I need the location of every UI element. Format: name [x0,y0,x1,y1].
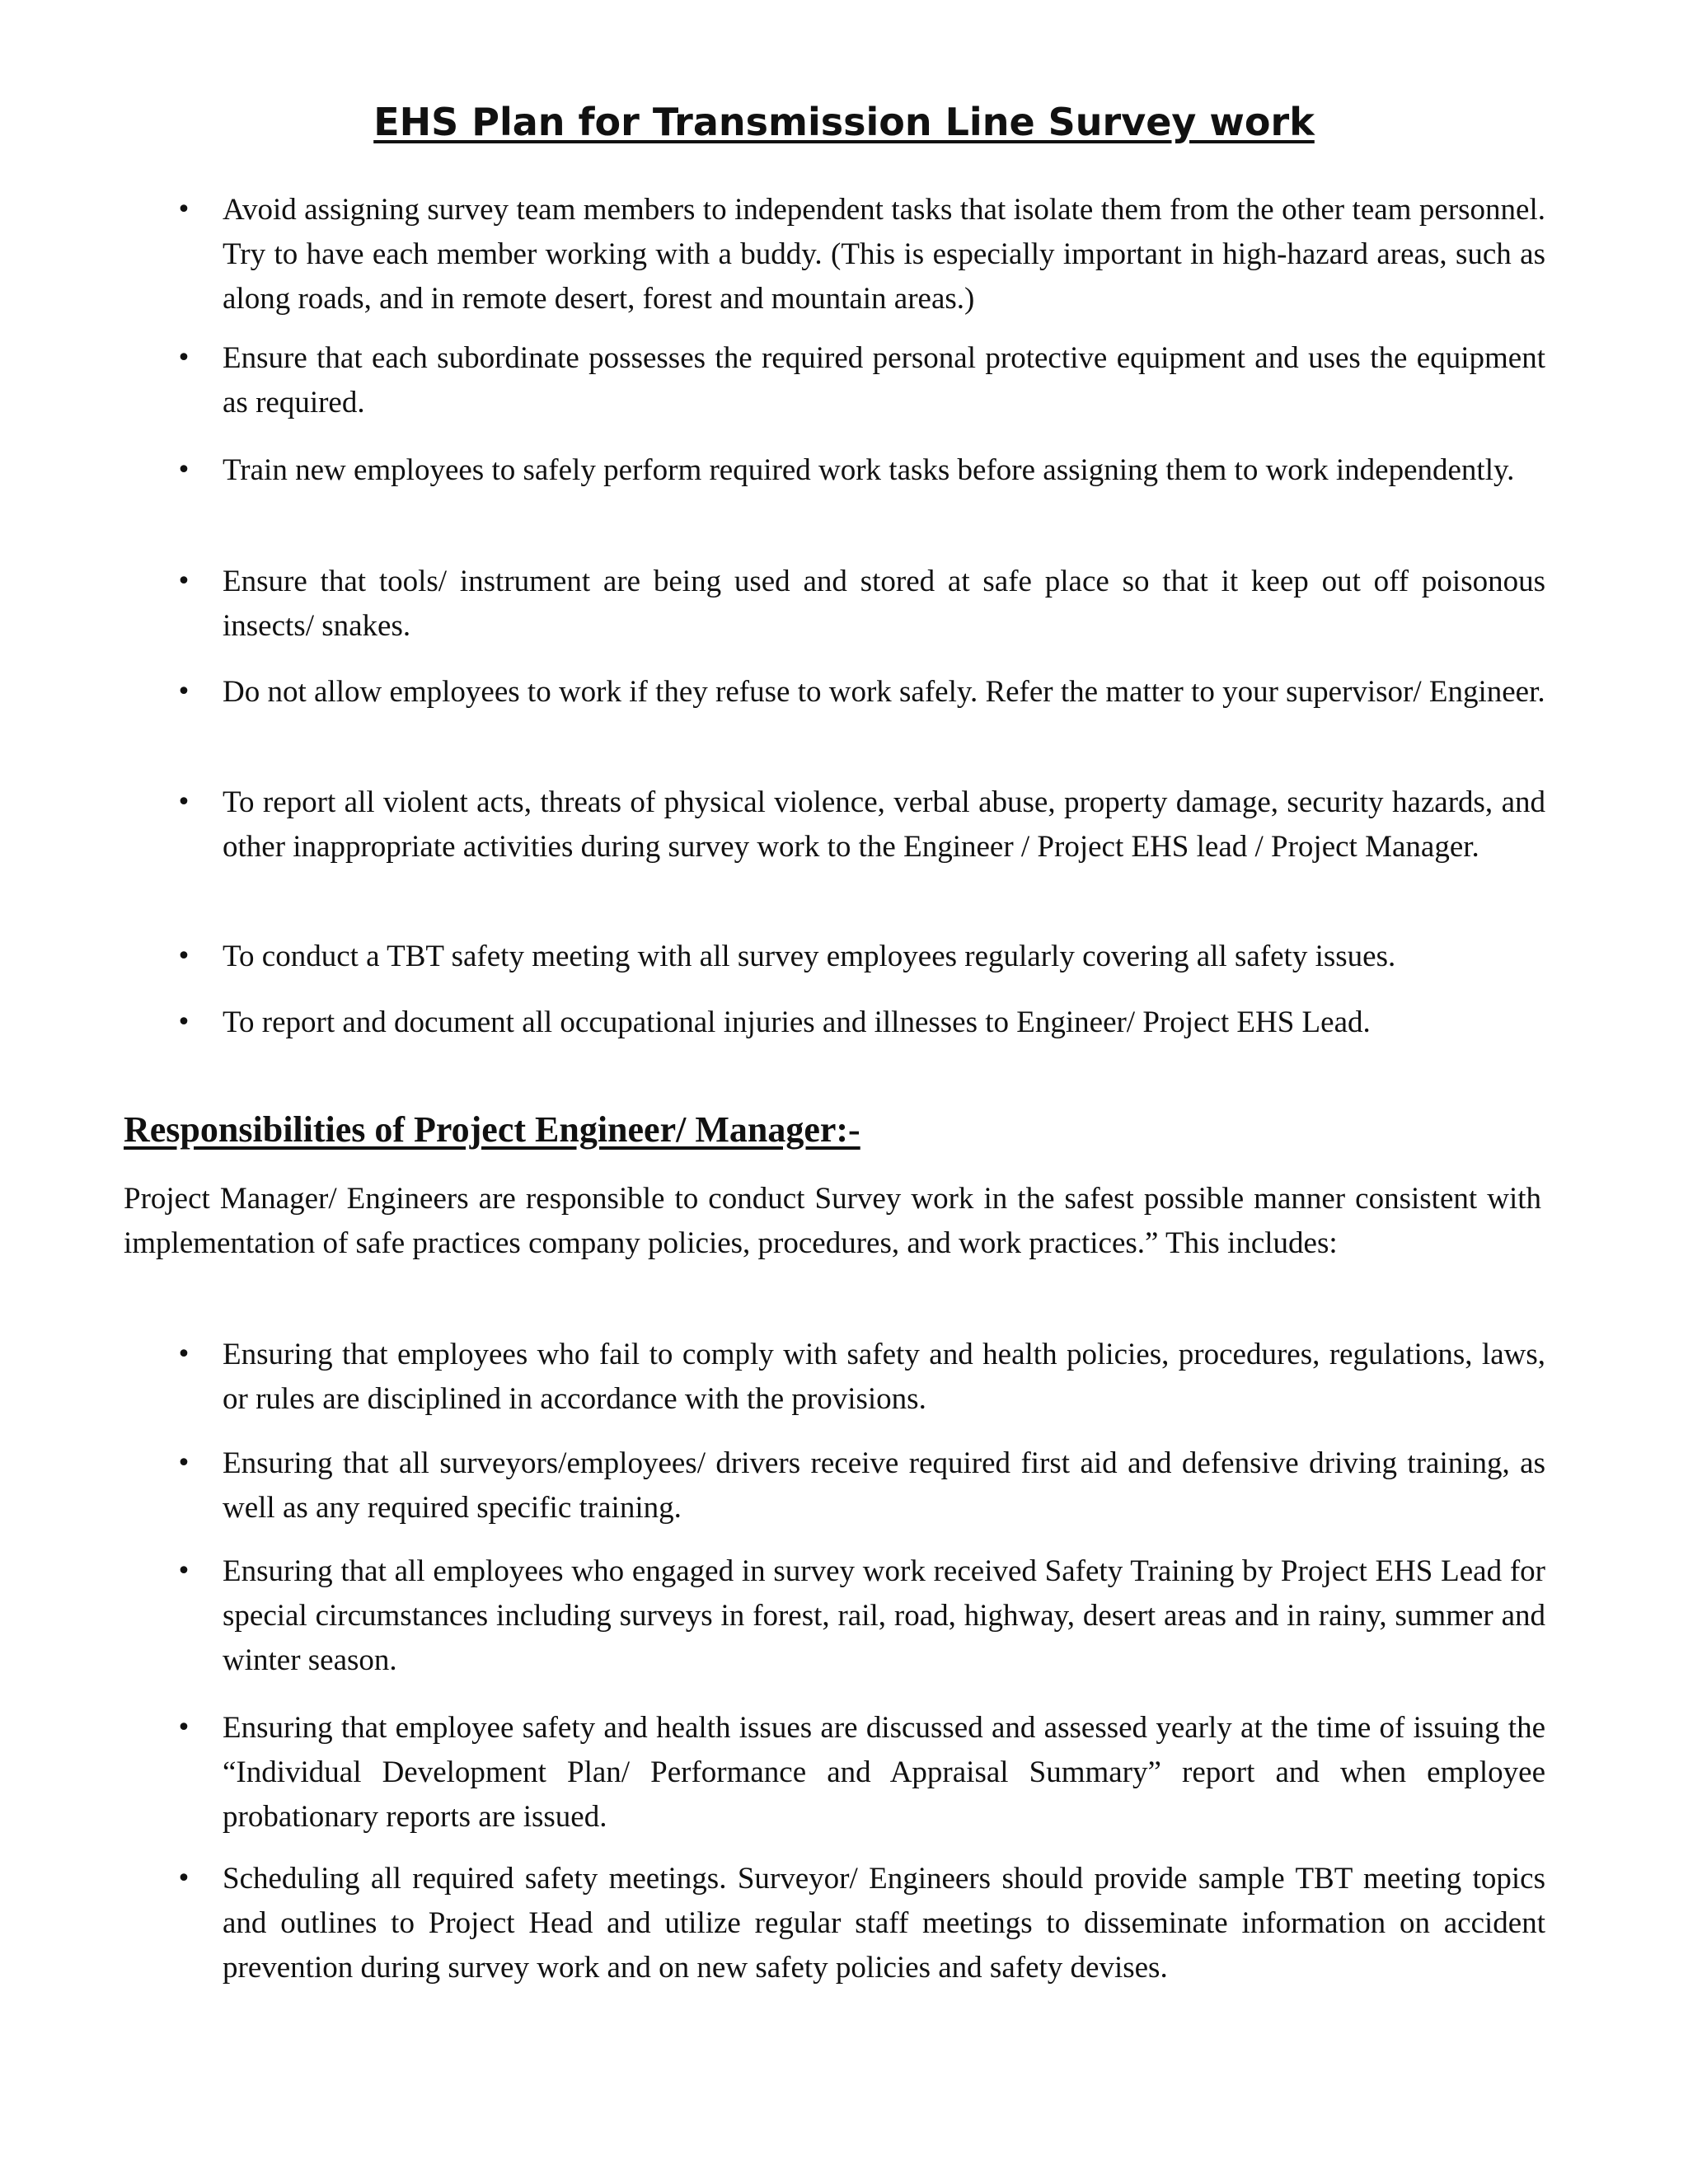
list-item [176,1706,1545,1840]
list-item [176,1001,1545,1045]
list-item [176,1549,1545,1683]
bullet-icon: • [176,195,191,224]
list-item-text: Train new employees to safely perform required work tasks before assigning them to work independently. [223,453,1515,487]
section-heading: Responsibilities of Project Engineer/ Manager:- [124,1109,860,1150]
bullet-icon: • [176,344,191,373]
list-item-text: Ensuring that employee safety and health issues are discussed and assessed yearly at the time of issuing the “Individual Development Plan/ Performance and Appraisal Summary” report and when employee probationary reports are issued. [223,1711,1545,1834]
list-item [176,188,1545,321]
list-item-text: To report and document all occupational injuries and illnesses to Engineer/ Project EHS Lead. [223,1005,1371,1039]
list-item-text: Ensure that each subordinate possesses the required personal protective equipment and uses the equipment as required. [223,341,1545,419]
bullet-icon: • [176,677,191,706]
bullet-icon: • [176,1864,191,1893]
list-item [176,780,1545,869]
bullet-icon: • [176,456,191,485]
list-item [176,670,1545,715]
list-item [176,560,1545,649]
bullet-icon: • [176,567,191,596]
bullet-icon: • [176,1557,191,1586]
list-item-text: To conduct a TBT safety meeting with all survey employees regularly covering all safety issues. [223,940,1396,973]
list-item [176,448,1545,493]
intro-paragraph: Project Manager/ Engineers are responsible to conduct Survey work in the safest possible manner consistent with implementation of safe practices company policies, procedures, and work practices.” This includes: [124,1182,1541,1260]
list-item [176,1333,1545,1422]
document-title: EHS Plan for Transmission Line Survey work [373,100,1315,144]
list-item-text: Ensure that tools/ instrument are being used and stored at safe place so that it keep out off poisonous insects/ snakes. [223,565,1545,643]
bullet-icon: • [176,942,191,971]
list-item-text: Ensuring that employees who fail to comply with safety and health policies, procedures, regulations, laws, or rules are disciplined in accordance with the provisions. [223,1338,1545,1416]
list-item [176,1441,1545,1530]
list-item [176,336,1545,425]
list-item-text: To report all violent acts, threats of physical violence, verbal abuse, property damage, security hazards, and other inappropriate activities during survey work to the Engineer / Project EHS lead / Project Manager. [223,785,1545,864]
bullet-icon: • [176,1449,191,1478]
list-item-text: Ensuring that all employees who engaged in survey work received Safety Training by Project EHS Lead for special circumstances including surveys in forest, rail, road, highway, desert areas and in rainy, summer and winter season. [223,1554,1545,1677]
list-item-text: Ensuring that all surveyors/employees/ drivers receive required first aid and defensive driving training, as well as any required specific training. [223,1446,1545,1525]
bullet-icon: • [176,1713,191,1742]
list-item-text: Avoid assigning survey team members to independent tasks that isolate them from the other team personnel. Try to have each member working with a buddy. (This is especially important in high-hazard areas, such as along roads, and in remote desert, forest and mountain areas.) [223,193,1545,316]
list-item-text: Do not allow employees to work if they refuse to work safely. Refer the matter to your supervisor/ Engineer. [223,675,1545,709]
bullet-icon: • [176,1340,191,1369]
list-item-text: Scheduling all required safety meetings. Surveyor/ Engineers should provide sample TBT meeting topics and outlines to Project Head and utilize regular staff meetings to disseminate information on accident prevention during survey work and on new safety policies and safety devises. [223,1862,1545,1985]
list-item [176,935,1545,979]
list-item [176,1857,1545,1990]
bullet-icon: • [176,1008,191,1037]
bullet-icon: • [176,788,191,817]
